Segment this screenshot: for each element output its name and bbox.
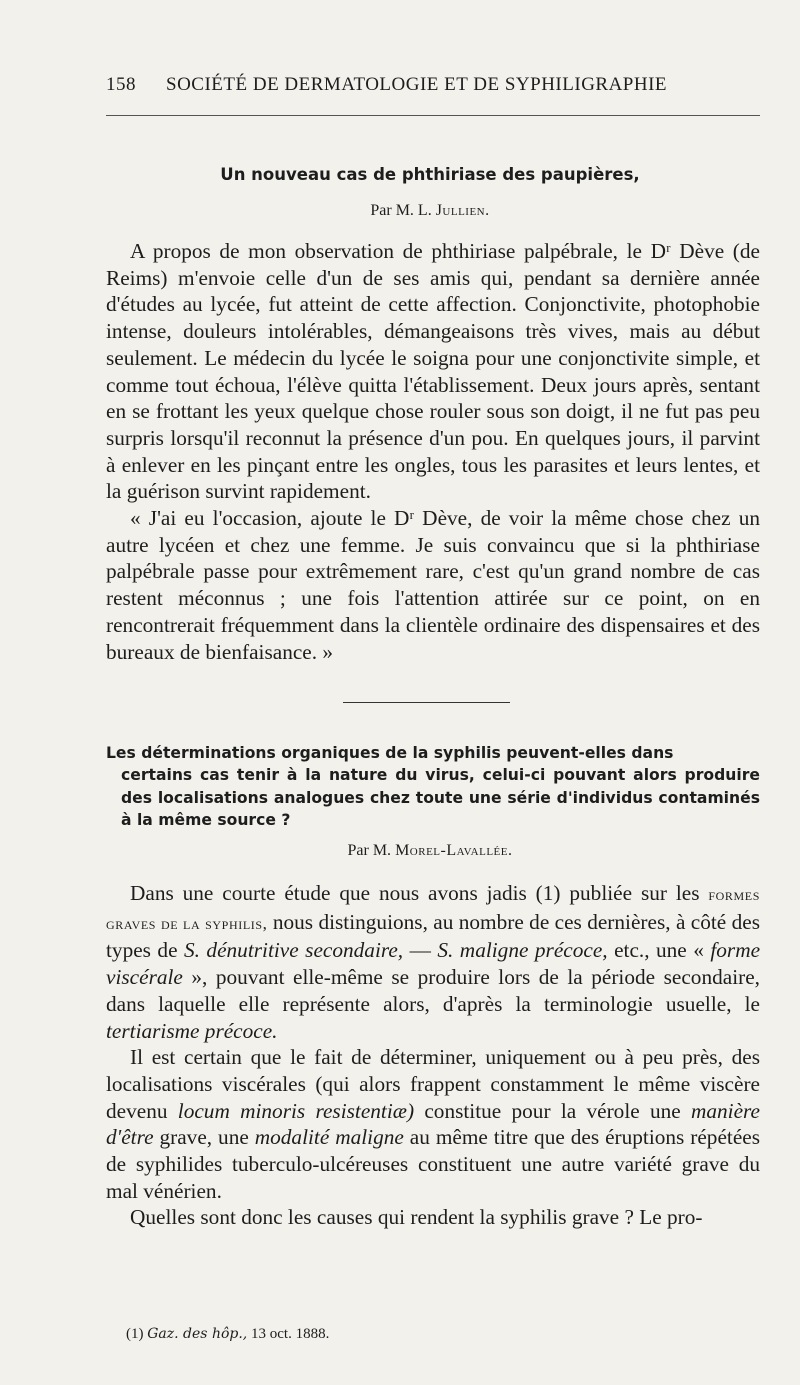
article-separator (343, 702, 510, 703)
article2-title-rest: certains cas tenir à la nature du virus, celui-ci pouvant alors produire des localisations analogues chez toute une série d'individus contaminés à la même source ? (121, 766, 760, 829)
footnote-source: Gaz. des hôp., (147, 1326, 248, 1342)
article1-author: Jullien. (435, 202, 490, 219)
article2-title (106, 742, 760, 831)
article2-byline (0, 842, 800, 860)
journal-title: SOCIÉTÉ DE DERMATOLOGIE ET DE SYPHILIGRAPHIE (166, 74, 668, 95)
article2-paragraph-1: Dans une courte étude que nous avons jadis (1) publiée sur les formes graves de la syphilis, nous distinguions, au nombre de ces dernières, à côté des types de S. dénutritive secondaire, — S. maligne précoce, etc., une « forme viscérale », pouvant elle-même se produire lors de la période secondaire, dans laquelle elle représente alors, d'après la terminologie usuelle, le tertiarisme précoce. (106, 881, 761, 1043)
page-number: 158 (106, 74, 136, 95)
article2-paragraph-3: Quelles sont donc les causes qui rendent la syphilis grave ? Le pro- (130, 1205, 703, 1230)
running-head (106, 74, 686, 96)
article1-body (106, 238, 760, 665)
article1-title: Un nouveau cas de phthiriase des paupières, (220, 165, 640, 184)
article2-author: Morel-Lavallée. (395, 842, 513, 859)
footnote-marker: (1) (126, 1326, 144, 1342)
article1-paragraph-1: A propos de mon observation de phthiriase palpébrale, le Dʳ Dève (de Reims) m'envoie celle d'un de ses amis qui, pendant sa dernière année d'études au lycée, fut atteint de cette affection. Conjonctivite, photophobie intense, douleurs intolérables, démangeaisons très vives, mais au début seulement. Le médecin du lycée le soigna pour une conjonctivite simple, et comme tout échoua, l'élève quitta l'établissement. Deux jours après, sentant en se frottant les yeux quelque chose rouler sous son doigt, il ne fut pas peu surpris lorsqu'il reconnut la présence d'un pou. En quelques jours, il parvint à enlever en les pinçant entre les ongles, tous les parasites et leurs lentes, et la guérison survint rapidement. (106, 239, 760, 504)
footnote (126, 1326, 329, 1343)
article1-byline-prefix: Par M. L. (370, 202, 432, 219)
header-rule (106, 115, 760, 116)
article2-byline-prefix: Par M. (347, 842, 392, 859)
article2-body (106, 880, 760, 1231)
footnote-date: 13 oct. 1888. (251, 1326, 330, 1342)
article1-byline (0, 202, 800, 220)
article2-title-line1: Les déterminations organiques de la syphilis peuvent-elles dans (106, 744, 674, 762)
article1-paragraph-2: « J'ai eu l'occasion, ajoute le Dʳ Dève, de voir la même chose chez un autre lycéen et chez une femme. Je suis convaincu que si la phthiriase palpébrale passe pour extrêmement rare, c'est qu'un grand nombre de cas restent méconnus ; une fois l'attention attirée sur ce point, on en rencontrerait fréquemment dans la clientèle ordinaire des dispensaires et des bureaux de bienfaisance. » (106, 506, 760, 664)
article2-paragraph-2: Il est certain que le fait de déterminer, uniquement ou à peu près, des localisations viscérales (qui alors frappent constamment le même viscère devenu locum minoris resistentiæ) constitue pour la vérole une manière d'être grave, une modalité maligne au même titre que des éruptions répétées de syphilides tuberculo-ulcéreuses constituent une autre variété grave du mal vénérien. (106, 1045, 761, 1203)
